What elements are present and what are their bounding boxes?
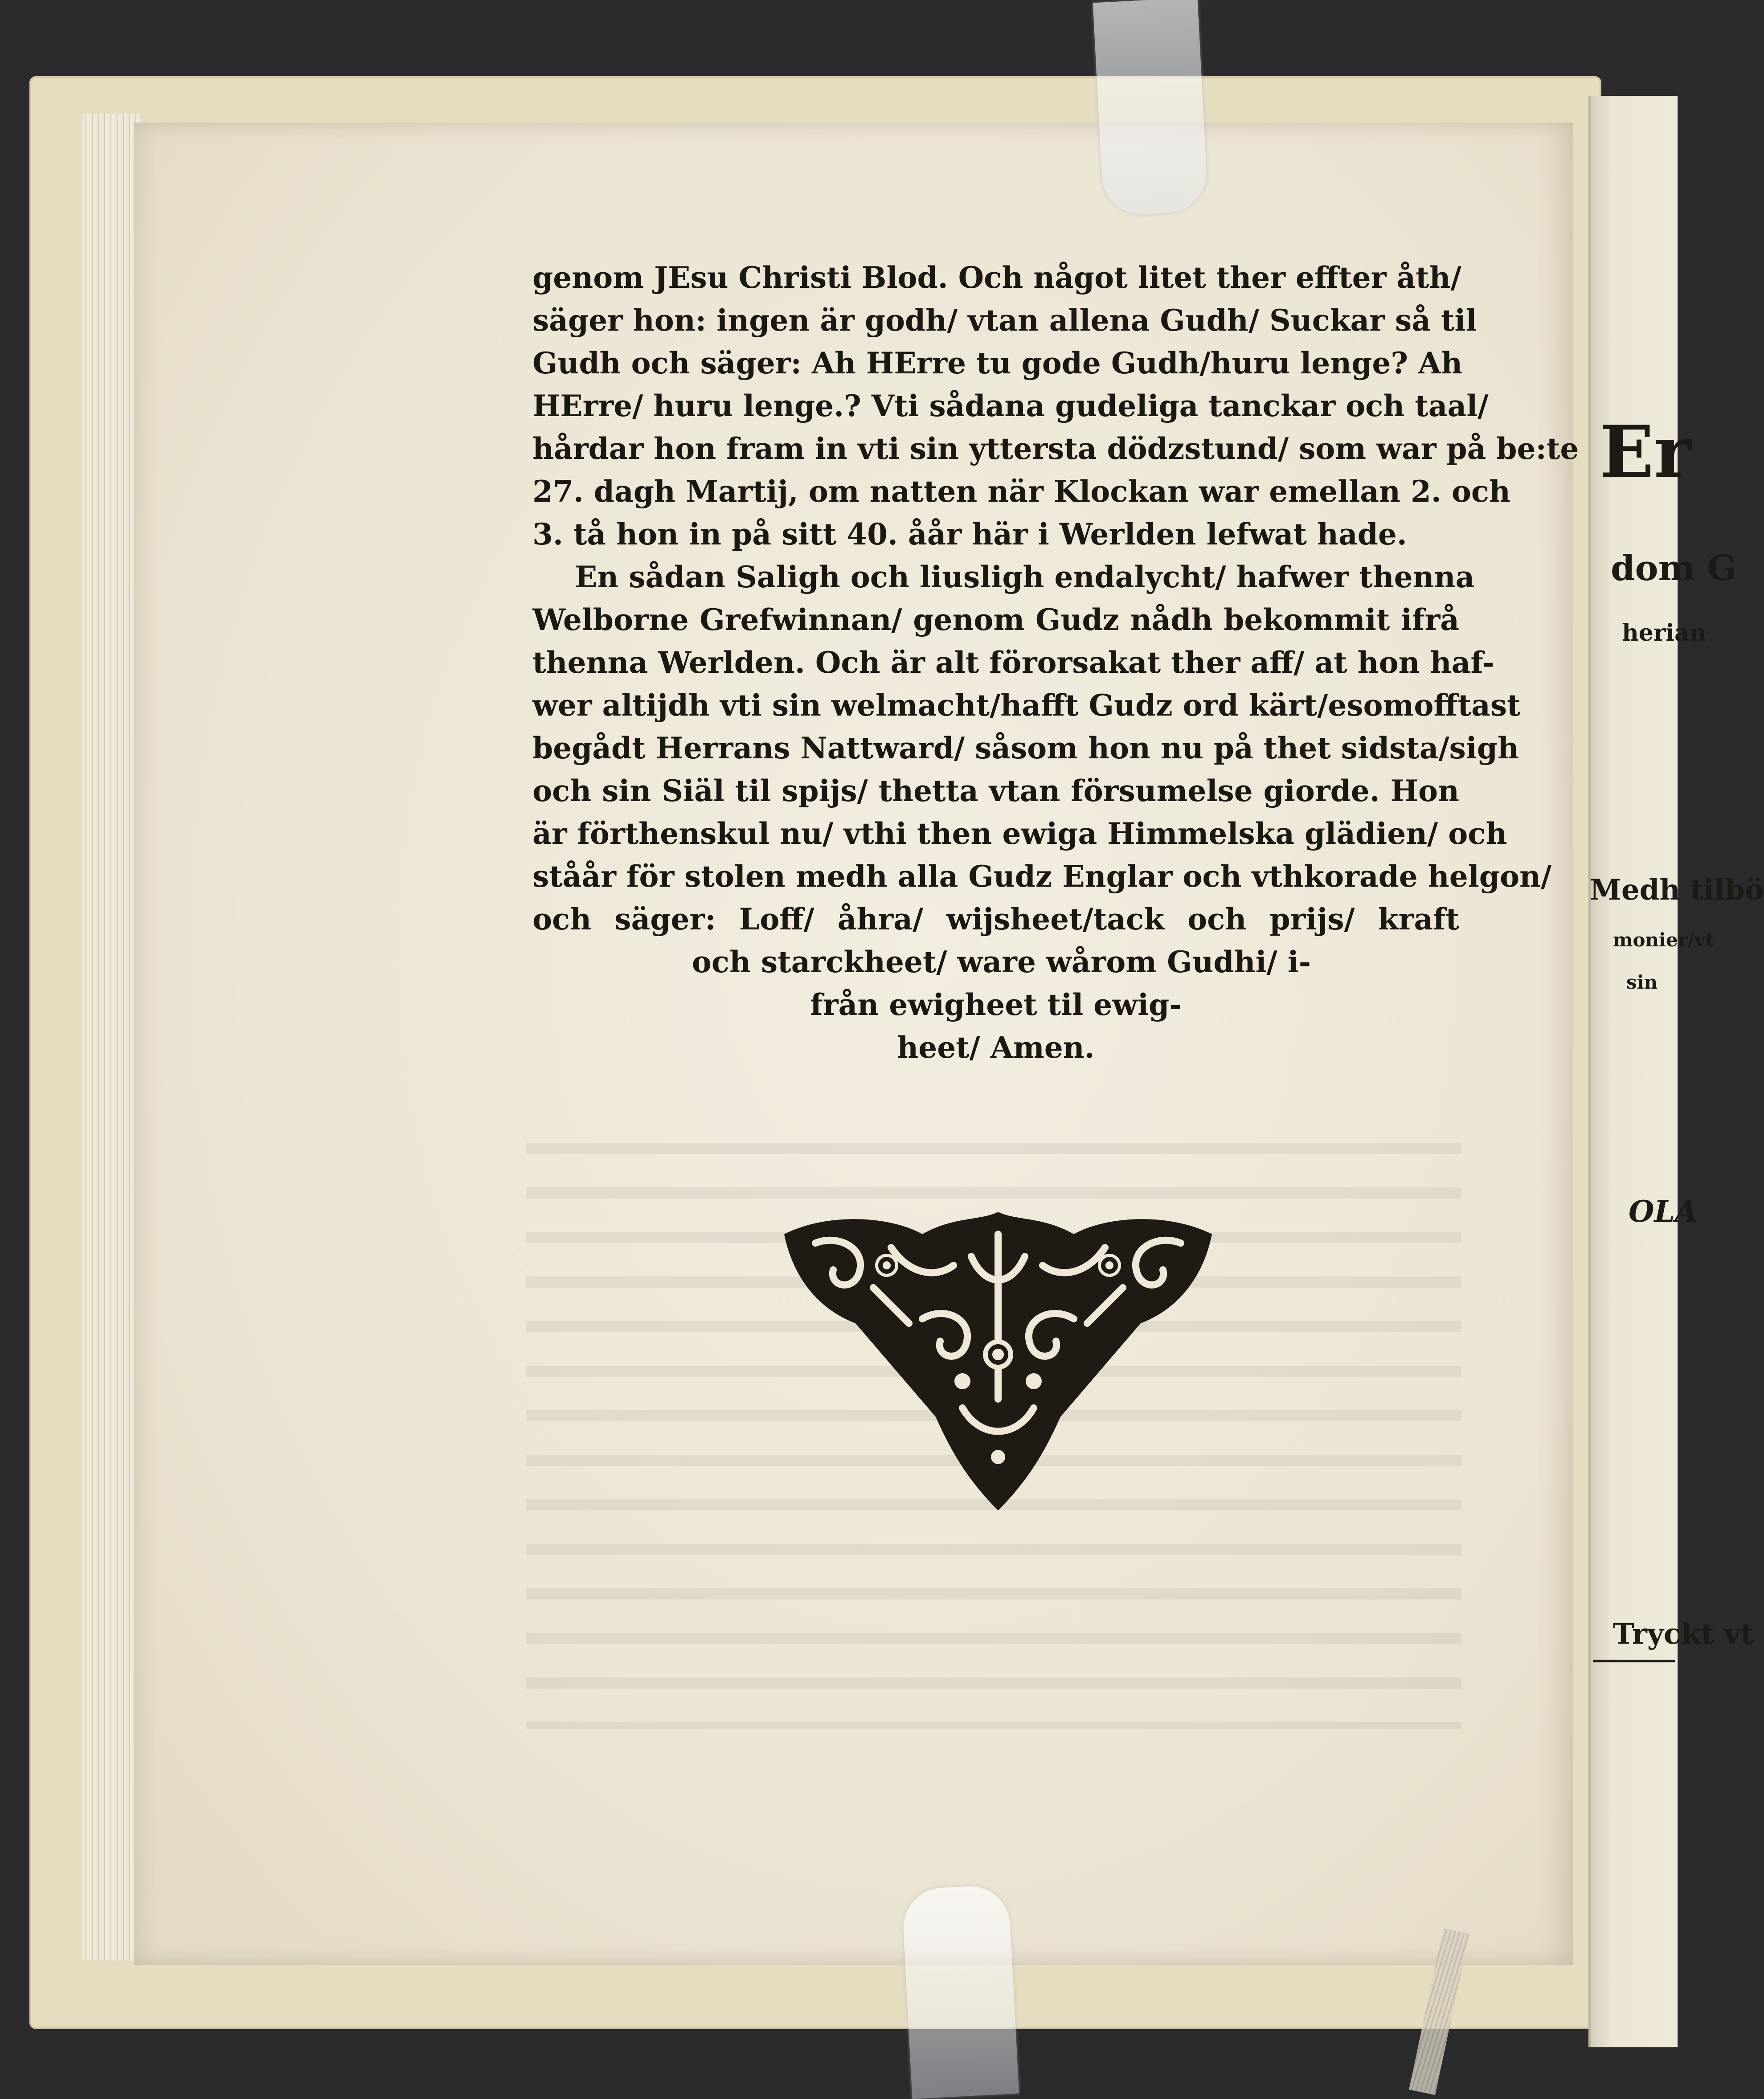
closing-line: och starckheet/ ware wårom Gudhi/ i-: [692, 945, 1311, 979]
text-line: thenna Werlden. Och är alt förorsakat ther aff/ at hon haf-: [532, 645, 1494, 680]
adjacent-page-fragment: Er: [1600, 410, 1692, 494]
adjacent-page: [1588, 96, 1678, 2047]
adjacent-page-fragment: monier/vt: [1613, 929, 1714, 951]
paragraph-1: [532, 256, 1579, 556]
closing-line: heet/ Amen.: [897, 1030, 1095, 1065]
fleuron-tailpiece-icon: [775, 1207, 1221, 1515]
text-line: och sin Siäl til spijs/ thetta vtan försumelse giorde. Hon: [532, 773, 1459, 808]
text-line: HErre/ huru lenge.? Vti sådana gudeliga tanckar och taal/: [532, 389, 1489, 423]
adjacent-page-fragment: herian: [1622, 619, 1707, 646]
page-text: [532, 256, 1579, 1069]
text-line: Welborne Grefwinnan/ genom Gudz nådh bekommit ifrå: [532, 602, 1459, 637]
text-line: säger hon: ingen är godh/ vtan allena Gudh/ Suckar så til: [532, 303, 1477, 338]
book-clip-top: [1093, 0, 1209, 217]
page-edges: [82, 114, 140, 1960]
adjacent-page-fragment: Tryckt vt: [1613, 1617, 1754, 1651]
text-line: wer altijdh vti sin welmacht/hafft Gudz ord kärt/esomofftast: [532, 688, 1521, 723]
text-line: begådt Herrans Nattward/ såsom hon nu på thet sidsta/sigh: [532, 731, 1519, 765]
text-line: hårdar hon fram in vti sin yttersta dödzstund/ som war på be:te: [532, 431, 1579, 466]
adjacent-page-fragment: OLA: [1629, 1194, 1698, 1229]
closing-line: från ewigheet til ewig-: [810, 987, 1182, 1022]
text-line: En sådan Saligh och liusligh endalycht/ hafwer thenna: [575, 560, 1475, 594]
text-line: Gudh och säger: Ah HErre tu gode Gudh/huru lenge? Ah: [532, 346, 1463, 381]
adjacent-page-fragment: sin: [1626, 971, 1658, 993]
text-line: genom JEsu Christi Blod. Och något litet ther effter åth/: [532, 260, 1461, 295]
paragraph-2: [532, 556, 1552, 941]
text-line: ståår för stolen medh alla Gudz Englar och vthkorade helgon/: [532, 859, 1552, 894]
text-line: och säger: Loff/ åhra/ wijsheet/tack och prijs/ kraft: [532, 902, 1459, 937]
text-line: 3. tå hon in på sitt 40. åår här i Werlden lefwat hade.: [532, 517, 1407, 552]
book-clip-bottom: [901, 1884, 1019, 2099]
adjacent-page-fragment: Medh tilbö: [1590, 873, 1764, 907]
text-line: är förthenskul nu/ vthi then ewiga Himmelska glädien/ och: [532, 816, 1507, 851]
closing-lines: [532, 941, 1459, 1069]
text-line: 27. dagh Martij, om natten när Klockan war emellan 2. och: [532, 474, 1511, 509]
adjacent-page-rule: [1593, 1660, 1675, 1662]
adjacent-page-fragment: dom G: [1611, 548, 1737, 589]
